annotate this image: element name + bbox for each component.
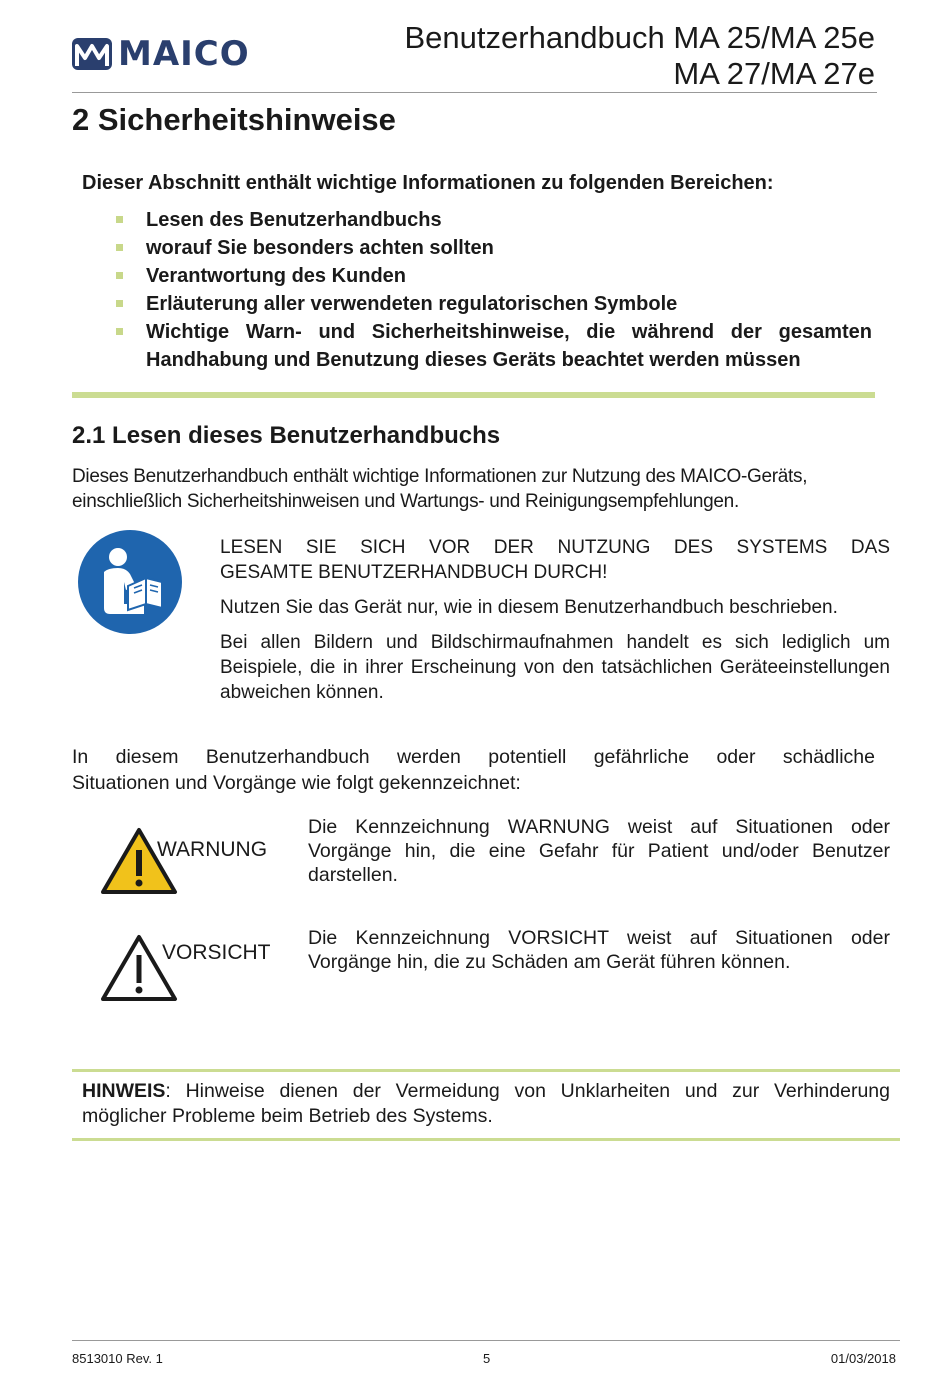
subsection-heading: 2.1 Lesen dieses Benutzerhandbuchs: [72, 422, 501, 449]
footer-page-number: 5: [483, 1351, 491, 1366]
header-divider: [72, 92, 877, 93]
bullet-square-icon: [116, 300, 123, 307]
section-divider: [72, 392, 875, 398]
document-title: [405, 20, 876, 92]
maico-logo-icon: [72, 36, 112, 72]
footer-divider: [72, 1340, 900, 1341]
note-label: HINWEIS: [82, 1080, 166, 1102]
bullet-square-icon: [116, 244, 123, 251]
section-intro: Dieser Abschnitt enthält wichtige Informationen zu folgenden Bereichen:: [82, 172, 774, 194]
use-notice: Nutzen Sie das Gerät nur, wie in diesem Benutzerhandbuch beschrieben.: [220, 597, 838, 618]
list-item: Lesen des Benutzerhandbuchs: [82, 206, 872, 234]
read-notice-line2: GESAMTE BENUTZERHANDBUCH DURCH!: [220, 562, 608, 583]
caution-description: Die Kennzeichnung VORSICHT weist auf Situationen oder Vorgänge hin, die zu Schäden am Gerät führen können.: [308, 927, 890, 973]
read-notice-line1: LESEN SIE SICH VOR DER NUTZUNG DES SYSTEMS DAS: [220, 537, 890, 558]
topic-list: [82, 206, 872, 374]
note-text-line2: möglicher Probleme beim Betrieb des Systems.: [82, 1105, 493, 1127]
note-top-divider: [72, 1069, 900, 1072]
images-notice: Bei allen Bildern und Bildschirmaufnahmen handelt es sich lediglich um Beispiele, die in ihrer Erscheinung von den tatsächlichen Geräteeinstellungen abweichen können.: [220, 632, 890, 703]
read-notice: [220, 535, 890, 715]
list-item: Erläuterung aller verwendeten regulatorischen Symbole: [82, 290, 872, 318]
warning-description: Die Kennzeichnung WARNUNG weist auf Situationen oder Vorgänge hin, die eine Gefahr für Patient und/oder Benutzer darstellen.: [308, 816, 890, 886]
note-text-line1: : Hinweise dienen der Vermeidung von Unklarheiten und zur Verhinderung: [165, 1080, 890, 1102]
bullet-square-icon: [116, 328, 123, 335]
situations-line1: In diesem Benutzerhandbuch werden potentiell gefährliche oder schädliche: [72, 746, 875, 768]
section-heading: 2 Sicherheitshinweise: [72, 102, 396, 137]
footer-doc-number: 8513010 Rev. 1: [72, 1351, 163, 1366]
logo-text: MAICO: [118, 34, 250, 74]
bullet-square-icon: [116, 216, 123, 223]
read-manual-icon: [78, 530, 182, 639]
list-item: Verantwortung des Kunden: [82, 262, 872, 290]
document-title-line1: Benutzerhandbuch MA 25/MA 25e: [404, 20, 875, 55]
subsection-paragraph: Dieses Benutzerhandbuch enthält wichtige Informationen zur Nutzung des MAICO-Geräts, einschließlich Sicherheitshinweisen und Wartungs- und Reinigungsempfehlungen.: [72, 466, 808, 512]
warning-label: WARNUNG: [157, 838, 268, 861]
maico-logo: [72, 34, 250, 74]
note-bottom-divider: [72, 1138, 900, 1141]
note-box: [82, 1079, 890, 1129]
list-item: worauf Sie besonders achten sollten: [82, 234, 872, 262]
footer-date: 01/03/2018: [830, 1351, 896, 1366]
list-item: Wichtige Warn- und Sicherheitshinweise, die während der gesamten Handhabung und Benutzung dieses Geräts beachtet werden müssen: [82, 318, 872, 374]
bullet-square-icon: [116, 272, 123, 279]
situations-paragraph: [72, 744, 875, 796]
document-title-line2: MA 27/MA 27e: [673, 56, 875, 91]
situations-line2: Situationen und Vorgänge wie folgt gekennzeichnet:: [72, 772, 521, 794]
caution-label: VORSICHT: [162, 941, 271, 964]
